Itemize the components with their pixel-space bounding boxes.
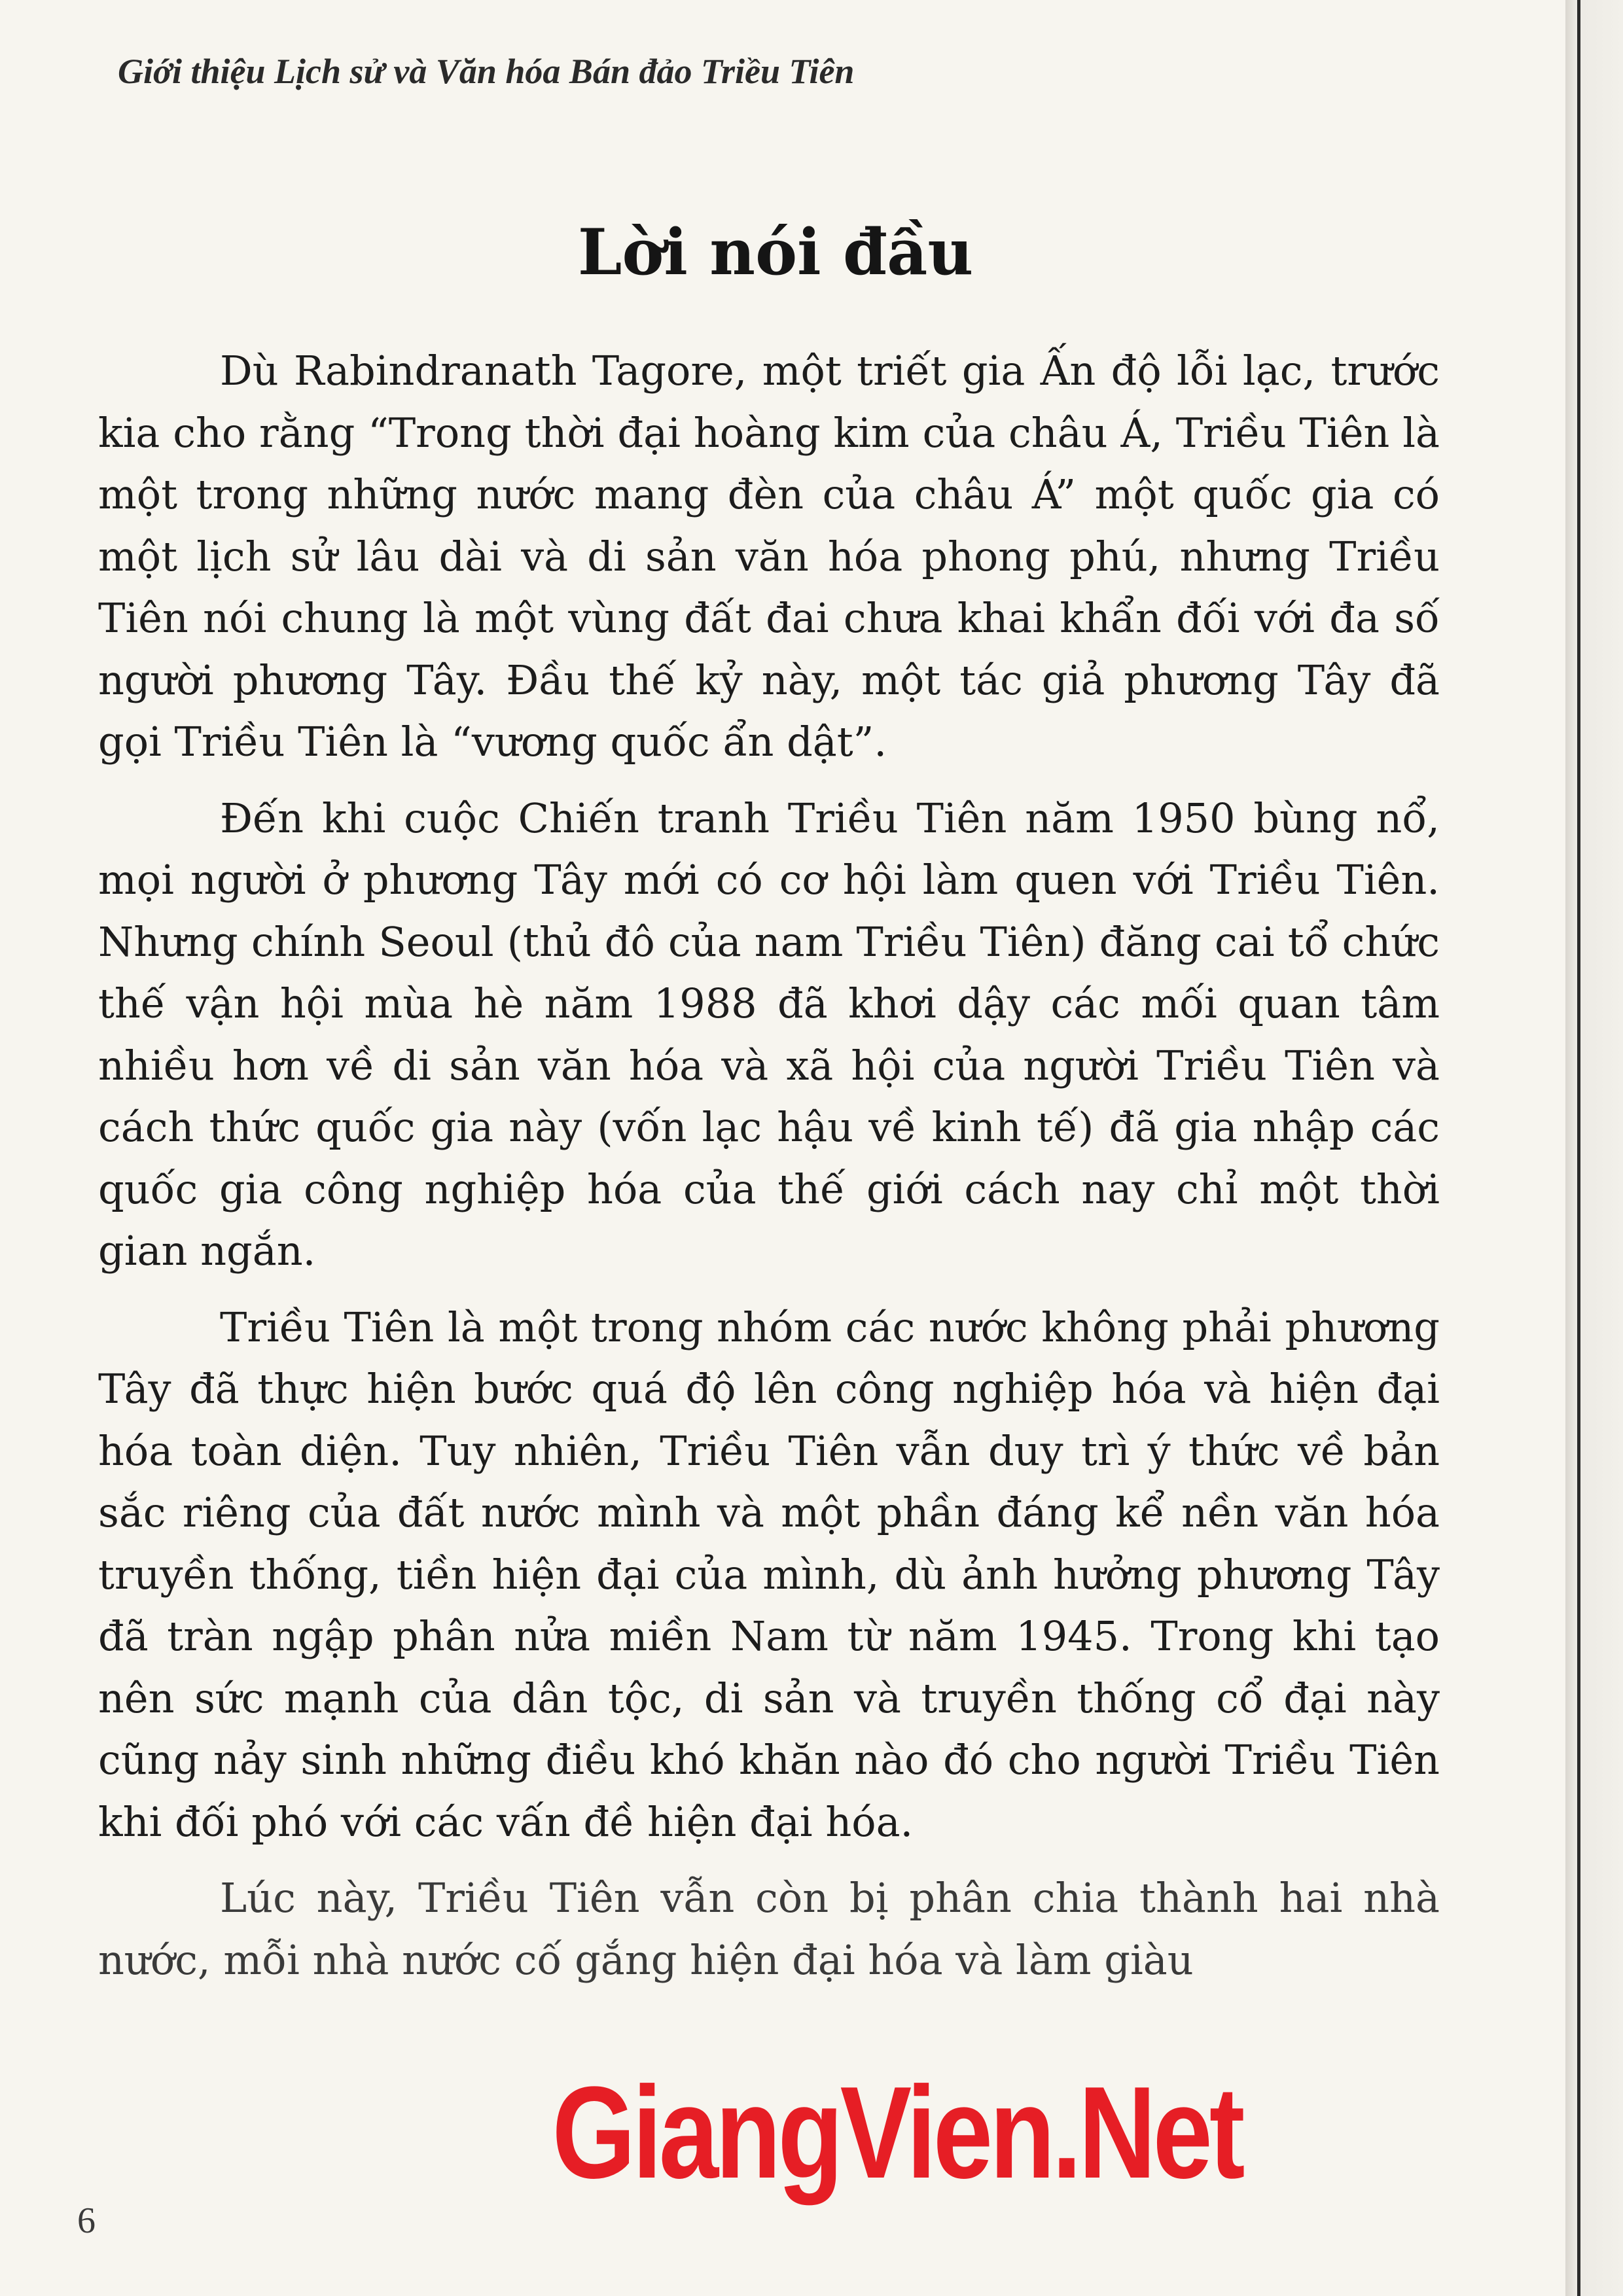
body-text	[98, 340, 1440, 2005]
page-edge-shadow	[1565, 0, 1623, 2296]
paragraph-3: Triều Tiên là một trong nhóm các nước không phải phương Tây đã thực hiện bước quá độ lên công nghiệp hóa và hiện đại hóa toàn diện. Tuy nhiên, Triều Tiên vẫn duy trì ý thức về bản sắc riêng của đất nước mình và một phần đáng kể nền văn hóa truyền thống, tiền hiện đại của mình, dù ảnh hưởng phương Tây đã tràn ngập phân nửa miền Nam từ năm 1945. Trong khi tạo nên sức mạnh của dân tộc, di sản và truyền thống cổ đại này cũng nảy sinh những điều khó khăn nào đó cho người Triều Tiên khi đối phó với các vấn đề hiện đại hóa.	[98, 1303, 1440, 1846]
running-header: Giới thiệu Lịch sử và Văn hóa Bán đảo Triều Tiên	[118, 52, 855, 91]
page-edge-line	[1577, 0, 1580, 2296]
paragraph-1: Dù Rabindranath Tagore, một triết gia Ấn độ lỗi lạc, trước kia cho rằng “Trong thời đại hoàng kim của châu Á, Triều Tiên là một trong những nước mang đèn của châu Á” một quốc gia có một lịch sử lâu dài và di sản văn hóa phong phú, nhưng Triều Tiên nói chung là một vùng đất đai chưa khai khẩn đối với đa số người phương Tây. Đầu thế kỷ này, một tác giả phương Tây đã gọi Triều Tiên là “vương quốc ẩn dật”.	[98, 347, 1440, 766]
page-number: 6	[77, 2200, 96, 2241]
watermark: GiangVien.Net	[552, 2060, 1242, 2206]
paragraph-4: Lúc này, Triều Tiên vẫn còn bị phân chia thành hai nhà nước, mỗi nhà nước cố gắng hiện đại hóa và làm giàu	[98, 1874, 1440, 1984]
paragraph-2: Đến khi cuộc Chiến tranh Triều Tiên năm 1950 bùng nổ, mọi người ở phương Tây mới có cơ hội làm quen với Triều Tiên. Nhưng chính Seoul (thủ đô của nam Triều Tiên) đăng cai tổ chức thế vận hội mùa hè năm 1988 đã khơi dậy các mối quan tâm nhiều hơn về di sản văn hóa và xã hội của người Triều Tiên và cách thức quốc gia này (vốn lạc hậu về kinh tế) đã gia nhập các quốc gia công nghiệp hóa của thế giới cách nay chỉ một thời gian ngắn.	[98, 794, 1440, 1275]
page-title: Lời nói đầu	[577, 215, 974, 290]
